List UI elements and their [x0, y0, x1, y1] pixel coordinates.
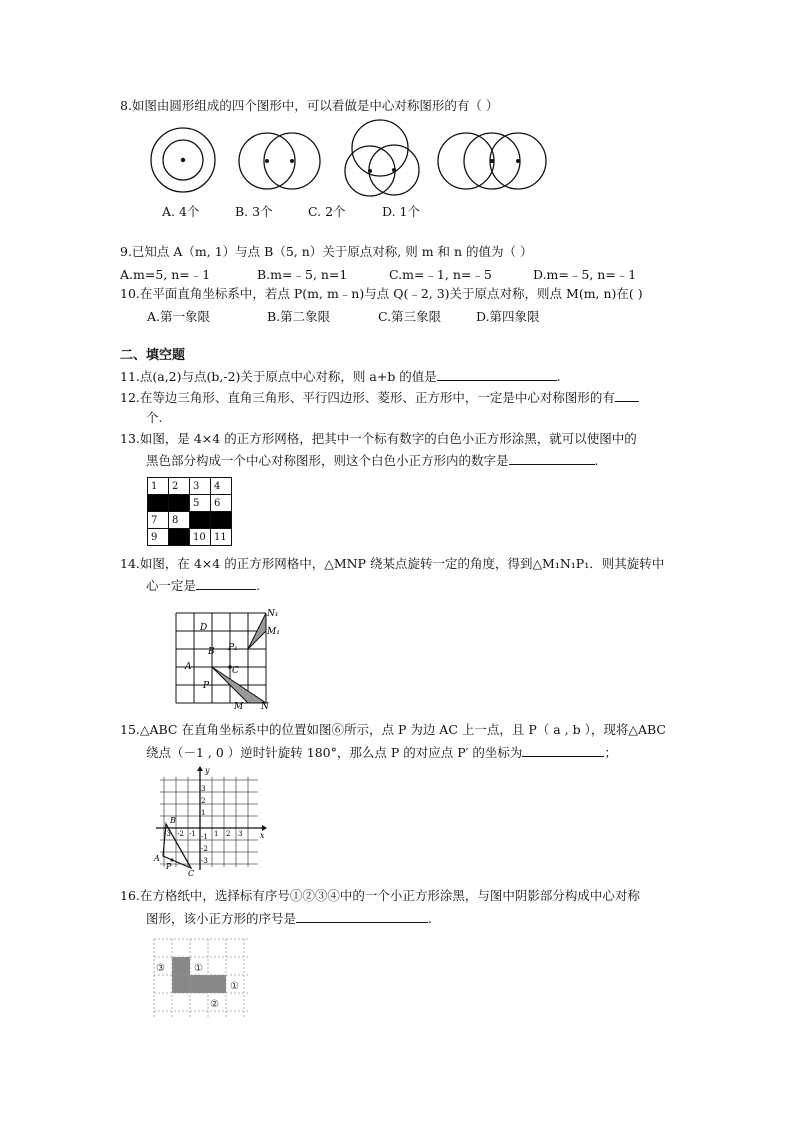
- q13-cell: 4: [211, 478, 232, 495]
- q13-cell: 6: [211, 495, 232, 512]
- q10-option-c: C.第三象限: [378, 309, 442, 324]
- q14-rotation-grid: [170, 605, 290, 710]
- q14-line2: [146, 577, 260, 594]
- q13-cell: 7: [148, 512, 169, 529]
- q16-mark-3: ③: [156, 963, 165, 974]
- q16-text: 图形，该小正方形的序号是: [146, 911, 297, 926]
- q13-black-cell: [169, 529, 190, 546]
- q15-xtick: 1: [214, 830, 219, 838]
- q13-line2: [146, 452, 599, 469]
- q14-label-d: D: [200, 623, 208, 633]
- q14-label-p1: P₁: [228, 643, 238, 653]
- q13-cell: 10: [190, 529, 211, 546]
- q15-xtick: -1: [189, 830, 196, 838]
- q13-answer-blank[interactable]: [509, 452, 595, 465]
- q8-option-a: A. 4个: [162, 204, 200, 219]
- q13-line1: 13.如图，是 4×4 的正方形网格，把其中一个标有数字的白色小正方形涂黑，就可以使图中的: [120, 431, 637, 446]
- q14-line1: 14.如图，在 4×4 的正方形网格中，△MNP 绕某点旋转一定的角度，得到△M₁N₁P₁．则其旋转中: [120, 556, 665, 571]
- q15-tail: ；: [604, 745, 617, 760]
- q8-option-c: C. 2个: [308, 204, 346, 219]
- q14-label-b: B: [208, 647, 215, 657]
- q16-shaded-cell: [172, 957, 190, 975]
- q11-text: 11.点(a,2)与点(b,-2)关于原点中心对称，则 a+b 的值是: [120, 369, 437, 384]
- q13-tail: .: [594, 453, 599, 468]
- q8-figure-3: [345, 120, 419, 196]
- q14-tail: .: [256, 578, 260, 593]
- q12-line2: 个.: [146, 410, 163, 425]
- q15-xtick: 2: [226, 830, 231, 838]
- q15-line1: 15.△ABC 在直角坐标系中的位置如图⑥所示，点 P 为边 AC 上一点，且 P（ a , b ），现将△ABC: [120, 722, 666, 737]
- q13-cell: 3: [190, 478, 211, 495]
- q16-line2: [146, 910, 432, 927]
- q15-ytick: -2: [201, 845, 208, 853]
- q16-line1: 16.在方格纸中，选择标有序号①②③④中的一个小正方形涂黑，与图中阴影部分构成中心对称: [120, 888, 640, 903]
- q8-figure-2: [239, 133, 320, 189]
- q13-cell: 2: [169, 478, 190, 495]
- q9-option-c: C.m=﹣1, n=﹣5: [389, 267, 492, 282]
- q13-black-cell: [190, 512, 211, 529]
- q15-coordinate-plane: [150, 765, 275, 877]
- q9-option-d: D.m=﹣5, n=﹣1: [533, 267, 637, 282]
- q15-y-label: y: [205, 766, 210, 775]
- q15-xtick: -3: [164, 830, 171, 838]
- q15-ytick: 1: [201, 809, 206, 817]
- q12-line1: [120, 389, 639, 406]
- q14-answer-blank[interactable]: [196, 577, 256, 590]
- q13-black-cell: [169, 495, 190, 512]
- q10-option-b: B.第二象限: [267, 309, 331, 324]
- q13-cell: 9: [148, 529, 169, 546]
- q11-stem: [120, 368, 561, 385]
- q13-text: 黑色部分构成一个中心对称图形，则这个白色小正方形内的数字是: [146, 453, 509, 468]
- q14-label-c: C: [232, 666, 239, 676]
- q15-point-p: P: [166, 862, 172, 871]
- q15-answer-blank[interactable]: [522, 744, 604, 757]
- q9-option-b: B.m=﹣5, n=1: [257, 267, 348, 282]
- q16-shaded-cell: [172, 975, 190, 993]
- q9-option-a: A.m=5, n=﹣1: [120, 267, 211, 282]
- q13-number-grid: [147, 477, 232, 546]
- q16-tail: .: [428, 911, 432, 926]
- q8-figure-4: [438, 133, 546, 189]
- q15-ytick: 3: [201, 785, 206, 793]
- q12-text: 12.在等边三角形、直角三角形、平行四边形、菱形、正方形中，一定是中心对称图形的有: [120, 390, 615, 405]
- q13-black-cell: [211, 512, 232, 529]
- q9-stem: 9.已知点 A（m, 1）与点 B（5, n）关于原点对称, 则 m 和 n 的值为（ ）: [120, 244, 533, 259]
- q16-shaded-cell: [208, 975, 226, 993]
- q15-x-label: x: [260, 831, 265, 840]
- q15-line2: [146, 744, 617, 761]
- q15-point-b: B: [170, 816, 176, 825]
- q16-answer-blank[interactable]: [296, 910, 428, 923]
- q16-square-grid: [148, 937, 258, 1023]
- section-heading-fill-in: 二、填空题: [120, 348, 186, 363]
- q11-answer-blank[interactable]: [437, 368, 557, 381]
- q8-stem: 8.如图由圆形组成的四个图形中，可以看做是中心对称图形的有（ ）: [120, 98, 499, 113]
- q13-cell: 1: [148, 478, 169, 495]
- q15-xtick: 3: [238, 830, 243, 838]
- q16-mark-2: ②: [210, 999, 219, 1010]
- q15-text: 绕点（－1 , 0 ）逆时针旋转 180°，那么点 P 的对应点 P′ 的坐标为: [146, 745, 523, 760]
- q14-label-p: P: [203, 681, 210, 691]
- q15-ytick: 2: [201, 797, 206, 805]
- q14-label-n1: N₁: [267, 609, 279, 619]
- q10-option-d: D.第四象限: [476, 309, 540, 324]
- q16-mark-1b: ①: [230, 981, 239, 992]
- q14-label-a: A: [185, 662, 192, 672]
- q11-tail: .: [556, 369, 561, 384]
- q16-shaded-cell: [190, 975, 208, 993]
- q15-ytick: -1: [201, 833, 208, 841]
- q10-stem: 10.在平面直角坐标系中，若点 P(m, m﹣n)与点 Q(﹣2, 3)关于原点对称，则点 M(m, n)在( ): [120, 286, 643, 301]
- q8-circle-figures: [140, 118, 560, 198]
- q15-point-a: A: [154, 854, 160, 863]
- q12-answer-blank[interactable]: [615, 389, 639, 402]
- q13-cell: 5: [190, 495, 211, 512]
- q15-ytick: -3: [201, 857, 208, 865]
- q8-figure-1: [151, 128, 215, 192]
- q16-mark-1: ①: [194, 963, 203, 974]
- q14-label-n: N: [261, 702, 269, 710]
- q14-label-m1: M₁: [267, 627, 280, 637]
- q14-text: 心一定是: [146, 578, 197, 593]
- q10-option-a: A.第一象限: [147, 309, 211, 324]
- q13-black-cell: [148, 495, 169, 512]
- q8-option-d: D. 1个: [382, 204, 420, 219]
- q13-cell: 11: [211, 529, 232, 546]
- q13-cell: 8: [169, 512, 190, 529]
- q15-point-c: C: [188, 869, 195, 877]
- q14-label-m: M: [234, 702, 244, 710]
- q8-option-b: B. 3个: [235, 204, 273, 219]
- q15-xtick: -2: [177, 830, 184, 838]
